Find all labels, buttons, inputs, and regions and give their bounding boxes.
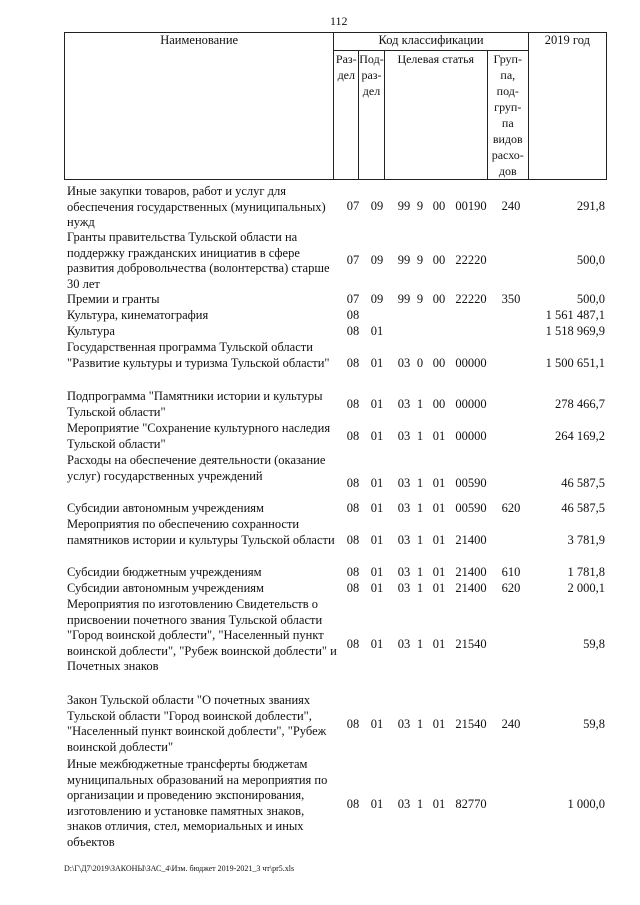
row-name: Мероприятия по изготовлению Свидетельств о присвоении почетного звания Тульской области "Город воинской доблести", "Населенный пункт воинской доблести", "Рубеж воинской доблести" и Почетных знаков [67, 597, 337, 673]
row-value: 1 781,8 [567, 565, 605, 579]
row-name: Мероприятие "Сохранение культурного наследия Тульской области" [67, 421, 331, 451]
row-name: Культура, кинематография [67, 308, 209, 322]
row-target-part1: 03 [397, 533, 411, 547]
row-value: 500,0 [576, 253, 605, 267]
row-target-part1: 03 [397, 717, 411, 731]
row-target-part3: 01 [432, 476, 446, 490]
header-razdel: Раз- дел [334, 51, 359, 180]
row-target-part4: 22220 [455, 292, 487, 306]
row-vid: 350 [501, 292, 521, 306]
row-target-part1: 03 [397, 356, 411, 370]
row-name: Гранты правительства Тульской области на поддержку гражданских инициатив в сфере развития добровольчества (волонтерства) старше 30 лет [67, 230, 330, 291]
row-podrazdel: 01 [370, 397, 384, 411]
row-target-part1: 03 [397, 581, 411, 595]
row-target-part2: 1 [416, 717, 424, 731]
row-target-part1: 03 [397, 797, 411, 811]
row-value: 3 781,9 [567, 533, 605, 547]
row-podrazdel: 09 [370, 292, 384, 306]
row-target-part1: 03 [397, 429, 411, 443]
row-name: Премии и гранты [67, 292, 160, 306]
row-podrazdel: 09 [370, 199, 384, 213]
row-razdel: 08 [346, 356, 360, 370]
header-year: 2019 год [528, 33, 606, 180]
row-razdel: 08 [346, 637, 360, 651]
row-podrazdel: 01 [370, 797, 384, 811]
row-podrazdel: 01 [370, 533, 384, 547]
row-target-part4: 00000 [455, 429, 487, 443]
row-target-part3: 00 [432, 292, 446, 306]
row-target-part2: 9 [416, 253, 424, 267]
row-target-part4: 00190 [455, 199, 487, 213]
row-target-part2: 1 [416, 501, 424, 515]
row-target-part2: 9 [416, 292, 424, 306]
row-target-part4: 21400 [455, 565, 487, 579]
row-target-part3: 01 [432, 429, 446, 443]
row-value: 291,8 [576, 199, 605, 213]
row-target-part3: 01 [432, 565, 446, 579]
row-target-part4: 00590 [455, 501, 487, 515]
row-target-part3: 01 [432, 533, 446, 547]
file-path-footer: D:\Г\Д7\2019\ЗАКОНЫ\ЗАС_4\Изм. бюджет 2019-2021_3 чт\pr5.xls [64, 864, 295, 873]
row-name: Культура [67, 324, 115, 338]
row-target-part3: 00 [432, 356, 446, 370]
row-target-part1: 03 [397, 476, 411, 490]
row-value: 500,0 [576, 292, 605, 306]
row-target-part2: 1 [416, 581, 424, 595]
row-razdel: 08 [346, 429, 360, 443]
row-target-part4: 22220 [455, 253, 487, 267]
row-name: Субсидии автономным учреждениям [67, 581, 264, 595]
row-vid: 240 [501, 717, 521, 731]
row-vid: 620 [501, 501, 521, 515]
row-target-part4: 00000 [455, 397, 487, 411]
row-podrazdel: 01 [370, 565, 384, 579]
row-podrazdel: 01 [370, 324, 384, 338]
row-razdel: 07 [346, 253, 360, 267]
row-razdel: 08 [346, 308, 360, 322]
row-value: 264 169,2 [555, 429, 605, 443]
row-vid: 240 [501, 199, 521, 213]
row-vid: 610 [501, 565, 521, 579]
row-value: 1 000,0 [567, 797, 605, 811]
row-target-part1: 99 [397, 199, 411, 213]
header-code: Код классификации [334, 33, 528, 51]
row-target-part4: 21540 [455, 637, 487, 651]
row-target-part1: 99 [397, 292, 411, 306]
row-podrazdel: 01 [370, 637, 384, 651]
row-razdel: 08 [346, 324, 360, 338]
row-vid: 620 [501, 581, 521, 595]
row-target-part2: 1 [416, 797, 424, 811]
row-value: 46 587,5 [561, 476, 605, 490]
row-target-part3: 00 [432, 253, 446, 267]
row-target-part1: 03 [397, 397, 411, 411]
row-podrazdel: 01 [370, 501, 384, 515]
row-razdel: 08 [346, 581, 360, 595]
row-value: 1 561 487,1 [545, 308, 605, 322]
row-razdel: 08 [346, 397, 360, 411]
row-podrazdel: 01 [370, 581, 384, 595]
row-name: Иные межбюджетные трансферты бюджетам муниципальных образований на мероприятия по организации и проведению экспонирования, изготовлению и установке памятных знаков, знаков отличия, стел, мемориальных и иных объектов [67, 757, 328, 849]
row-target-part3: 01 [432, 637, 446, 651]
row-podrazdel: 09 [370, 253, 384, 267]
row-razdel: 07 [346, 292, 360, 306]
header-vid: Груп- па, под- груп- па видов расхо- дов [487, 51, 528, 180]
row-target-part4: 82770 [455, 797, 487, 811]
row-razdel: 08 [346, 565, 360, 579]
row-target-part3: 00 [432, 397, 446, 411]
row-target-part3: 01 [432, 581, 446, 595]
row-value: 46 587,5 [561, 501, 605, 515]
row-name: Закон Тульской области "О почетных званиях Тульской области "Город воинской доблести", "Населенный пункт воинской доблести", "Рубеж воинской доблести" [67, 693, 327, 754]
row-target-part1: 03 [397, 565, 411, 579]
row-name: Мероприятия по обеспечению сохранности памятников истории и культуры Тульской области [67, 517, 335, 547]
row-target-part1: 03 [397, 501, 411, 515]
row-target-part3: 01 [432, 501, 446, 515]
row-razdel: 08 [346, 501, 360, 515]
row-razdel: 08 [346, 533, 360, 547]
row-value: 1 518 969,9 [545, 324, 605, 338]
row-target-part1: 03 [397, 637, 411, 651]
row-target-part2: 1 [416, 565, 424, 579]
row-value: 2 000,1 [567, 581, 605, 595]
row-value: 59,8 [583, 717, 605, 731]
row-value: 278 466,7 [555, 397, 605, 411]
row-razdel: 08 [346, 717, 360, 731]
row-target-part2: 1 [416, 397, 424, 411]
row-target-part2: 1 [416, 476, 424, 490]
header-podrazdel: Под- раз- дел [359, 51, 384, 180]
header-target: Целевая статья [384, 51, 487, 180]
row-target-part3: 01 [432, 797, 446, 811]
row-target-part4: 21540 [455, 717, 487, 731]
row-target-part2: 1 [416, 533, 424, 547]
row-name: Субсидии автономным учреждениям [67, 501, 264, 515]
row-podrazdel: 01 [370, 429, 384, 443]
row-name: Государственная программа Тульской области "Развитие культуры и туризма Тульской области" [67, 340, 330, 370]
row-name: Подпрограмма "Памятники истории и культуры Тульской области" [67, 389, 323, 419]
row-name: Субсидии бюджетным учреждениям [67, 565, 262, 579]
row-target-part2: 0 [416, 356, 424, 370]
row-target-part4: 00000 [455, 356, 487, 370]
row-target-part4: 00590 [455, 476, 487, 490]
row-target-part1: 99 [397, 253, 411, 267]
header-name: Наименование [65, 33, 334, 180]
row-target-part4: 21400 [455, 581, 487, 595]
row-name: Расходы на обеспечение деятельности (оказание услуг) государственных учреждений [67, 453, 326, 483]
row-target-part2: 1 [416, 637, 424, 651]
row-podrazdel: 01 [370, 356, 384, 370]
row-razdel: 08 [346, 476, 360, 490]
row-target-part2: 9 [416, 199, 424, 213]
row-value: 59,8 [583, 637, 605, 651]
row-podrazdel: 01 [370, 476, 384, 490]
row-podrazdel: 01 [370, 717, 384, 731]
page-number: 112 [330, 14, 348, 28]
row-name: Иные закупки товаров, работ и услуг для обеспечения государственных (муниципальных) нужд [67, 184, 326, 229]
row-target-part2: 1 [416, 429, 424, 443]
row-target-part4: 21400 [455, 533, 487, 547]
row-razdel: 08 [346, 797, 360, 811]
row-value: 1 500 651,1 [545, 356, 605, 370]
row-target-part3: 01 [432, 717, 446, 731]
row-target-part3: 00 [432, 199, 446, 213]
row-razdel: 07 [346, 199, 360, 213]
